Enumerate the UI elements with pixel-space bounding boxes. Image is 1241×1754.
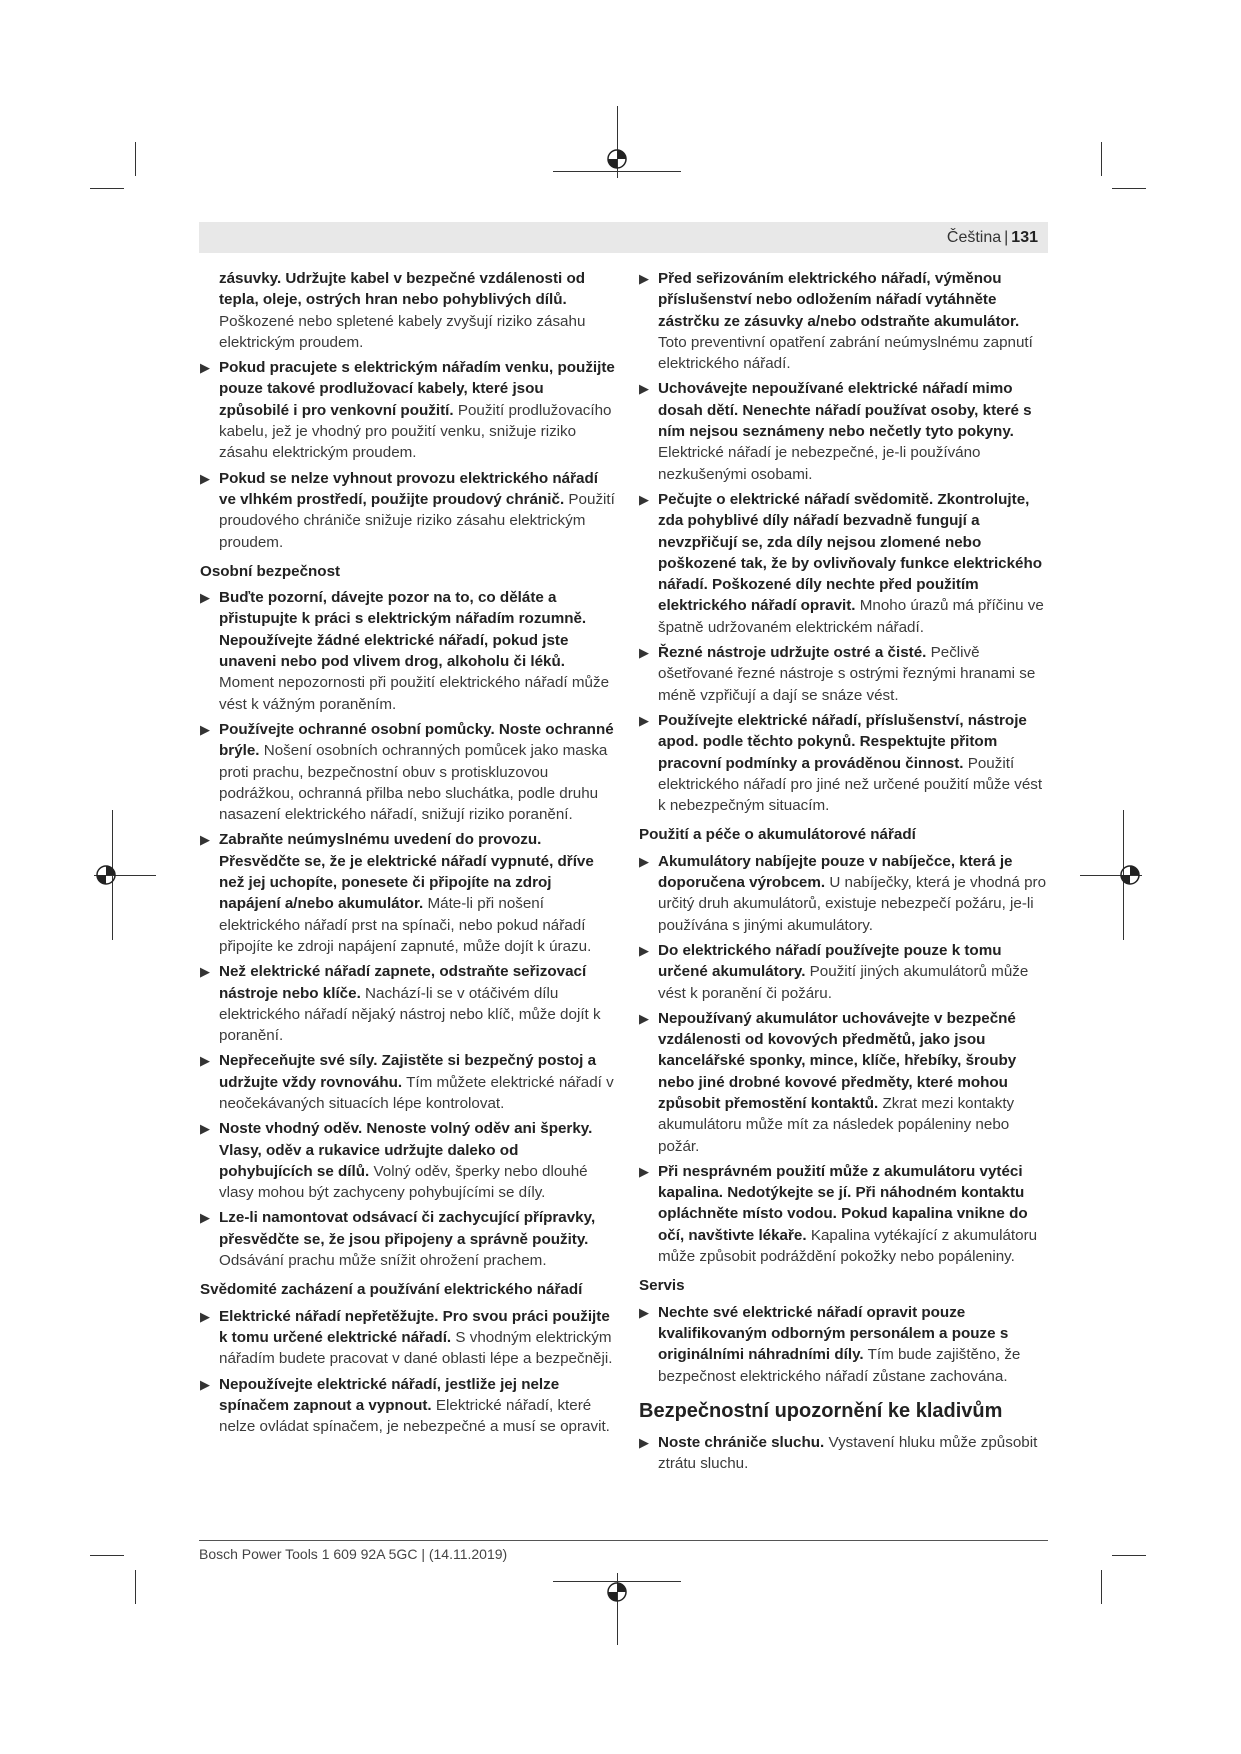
registration-line [553,171,681,172]
footer-divider [199,1540,1048,1541]
bullet-arrow-icon: ▶ [639,853,649,869]
crop-mark [1101,142,1102,176]
bullet-arrow-icon: ▶ [639,1435,649,1451]
registration-target-icon [94,863,118,887]
registration-target-icon [605,147,629,171]
registration-target-icon [1118,863,1142,887]
bullet-arrow-icon: ▶ [639,942,649,958]
list-item: ▶ Noste vhodný oděv. Nenoste volný oděv ani šperky. Vlasy, oděv a rukavice udržujte daleko od pohybujících se dílů. Volný oděv, šperky nebo dlouhé vlasy mohou být zachyceny pohybujícími se díly. [200,1120,593,1202]
crop-mark [1112,188,1146,189]
bullet-arrow-icon: ▶ [639,1304,649,1320]
list-item: ▶ Nepřeceňujte své síly. Zajistěte si bezpečný postoj a udržujte vždy rovnováhu. Tím můžete elektrické nářadí v neočekávaných situacích lépe kontrolovat. [200,1052,614,1112]
bullet-arrow-icon: ▶ [200,1308,210,1324]
bullet-arrow-icon: ▶ [200,964,210,980]
list-item: ▶ Než elektrické nářadí zapnete, odstraňte seřizovací nástroje nebo klíče. Nachází-li se v otáčivém dílu elektrického nářadí nějaký nástroj nebo klíč, může dojít k poranění. [200,963,601,1045]
header-separator: | [1004,229,1009,246]
list-item: ▶ Nepoužívaný akumulátor uchovávejte v bezpečné vzdálenosti od kovových předmětů, jako jsou kancelářské sponky, mince, klíče, hřebíky, šrouby nebo jiné drobné kovové předměty, které mohou způsobit přemostění kontaktů. Zkrat mezi kontakty akumulátoru může mít za následek popáleniny nebo požár. [639,1009,1017,1155]
header-language: Čeština [946,229,1002,246]
heading-careful-use: Svědomité zacházení a používání elektrického nářadí [200,1281,583,1299]
left-column [200,268,615,1441]
crop-mark [135,142,136,176]
footer-text: Bosch Power Tools 1 609 92A 5GC | (14.11.2019) [199,1546,508,1562]
bullet-arrow-icon: ▶ [639,491,649,507]
bullet-arrow-icon: ▶ [200,832,210,848]
crop-mark [1101,1570,1102,1604]
section-title-hammers: Bezpečnostní upozornění ke kladivům [639,1399,1003,1422]
bullet-arrow-icon: ▶ [639,712,649,728]
list-item: ▶ Pečujte o elektrické nářadí svědomitě. Zkontrolujte, zda pohyblivé díly nářadí bezvadně fungují a nevzpřičují se, zda díly nejsou zlomené nebo poškozené tak, že by ovlivňovaly funkce elektrického nářadí. Poškozené díly nechte před použitím elektrického nářadí opravit. Mnoho úrazů má příčinu ve špatně udržovaném elektrickém nářadí. [639,490,1044,636]
bullet-arrow-icon: ▶ [200,470,210,486]
registration-target-icon [605,1580,629,1604]
crop-mark [135,1570,136,1604]
list-item: ▶ Při nesprávném použití může z akumulátoru vytéci kapalina. Nedotýkejte se jí. Při náhodném kontaktu opláchněte místo vodou. Pokud kapalina vnikne do očí, navštivte lékaře. Kapalina vytékající z akumulátoru může způsobit podráždění pokožky nebo popáleniny. [639,1162,1038,1266]
list-item: ▶ Elektrické nářadí nepřetěžujte. Pro svou práci použijte k tomu určené elektrické nářadí. S vhodným elektrickým nářadím budete pracovat v dané oblasti lépe a bezpečněji. [200,1307,613,1368]
list-item: ▶ Uchovávejte nepoužívané elektrické nářadí mimo dosah dětí. Nenechte nářadí používat osoby, které s ním nejsou seznámeny nebo nečetly tyto pokyny. Elektrické nářadí je nebezpečné, je-li používáno nezkušenými osobami. [639,380,1032,483]
bullet-arrow-icon: ▶ [200,1053,210,1069]
heading-battery-tools: Použití a péče o akumulátorové nářadí [639,826,916,844]
list-item: ▶ Pokud pracujete s elektrickým nářadím venku, použijte pouze takové prodlužovací kabely, které jsou způsobilé i pro venkovní použití. Použití prodlužovacího kabelu, jež je vhodný pro použití venku, snižuje riziko zásahu elektrickým proudem. [200,359,615,462]
list-item: ▶ Akumulátory nabíjejte pouze v nabíječce, která je doporučena výrobcem. U nabíječky, která je vhodná pro určitý druh akumulátorů, existuje nebezpečí požáru, je-li používána s jinými akumulátory. [639,852,1047,934]
page-number: 131 [1011,229,1038,246]
list-item: ▶ Používejte elektrické nářadí, příslušenství, nástroje apod. podle těchto pokynů. Respektujte přitom pracovní podmínky a prováděnou činnost. Použití elektrického nářadí pro jiné než určené použití může vést k nebezpečným situacím. [639,711,1043,815]
bullet-arrow-icon: ▶ [200,360,210,376]
list-item: ▶ Nechte své elektrické nářadí opravit pouze kvalifikovaným odborným personálem a pouze s originálními náhradními díly. Tím bude zajištěno, že bezpečnost elektrického nářadí zůstane zachována. [639,1303,1021,1385]
list-item: ▶ Pokud se nelze vyhnout provozu elektrického nářadí ve vlhkém prostředí, použijte proudový chránič. Použití proudového chrániče snižuje riziko zásahu elektrickým proudem. [200,469,615,551]
right-column [639,268,1048,1479]
bullet-arrow-icon: ▶ [639,1010,649,1026]
heading-personal-safety: Osobní bezpečnost [200,562,341,580]
list-item: ▶ Do elektrického nářadí používejte pouze k tomu určené akumulátory. Použití jiných akumulátorů může vést k poranění či požáru. [639,941,1029,1002]
bullet-arrow-icon: ▶ [200,721,210,737]
list-item: ▶ Noste chrániče sluchu. Vystavení hluku může způsobit ztrátu sluchu. [639,1434,1038,1473]
list-item: ▶ Zabraňte neúmyslnému uvedení do provozu. Přesvědčte se, že je elektrické nářadí vypnuté, dříve než jej uchopíte, ponesete či připojíte na zdroj napájení a/nebo akumulátor. Máte-li při nošení elektrického nářadí prst na spínači, nebo pokud nářadí připojíte ke zdroji napájení zapnuté, může dojít k úrazu. [200,831,594,955]
bullet-arrow-icon: ▶ [200,590,210,606]
bullet-arrow-icon: ▶ [200,1376,210,1392]
list-item: ▶ Používejte ochranné osobní pomůcky. Noste ochranné brýle. Nošení osobních ochranných pomůcek jako maska proti prachu, bezpečnostní obuv s protiskluzovou podrážkou, ochranná přilba nebo sluchátka, podle druhu nasazení elektrického nářadí, snižují riziko poranění. [200,720,614,824]
crop-mark [90,188,124,189]
list-item: ▶ Nepoužívejte elektrické nářadí, jestliže jej nelze spínačem zapnout a vypnout. Elektrické nářadí, které nelze ovládat spínačem, je nebezpečné a musí se opravit. [200,1375,610,1436]
header-label [947,229,1038,247]
bullet-arrow-icon: ▶ [639,381,649,397]
heading-service: Servis [639,1277,685,1295]
bullet-arrow-icon: ▶ [639,271,649,286]
list-item: ▶ Buďte pozorní, dávejte pozor na to, co děláte a přistupujte k práci s elektrickým nářadím rozumně. Nepoužívejte žádné elektrické nářadí, pokud jste unaveni nebo pod vlivem drog, alkoholu či léků. Moment nepozornosti při použití elektrického nářadí může vést k vážným poraněním. [200,589,610,713]
bullet-arrow-icon: ▶ [200,1121,210,1137]
page-header [199,222,1048,253]
bullet-arrow-icon: ▶ [639,1163,649,1179]
crop-mark [90,1555,124,1556]
list-item: ▶ Řezné nástroje udržujte ostré a čisté. Pečlivě ošetřované řezné nástroje s ostrými řeznými hranami se méně vzpřičují a dají se snáze vést. [639,644,1036,704]
list-item: ▶ Lze-li namontovat odsávací či zachycující přípravky, přesvědčte se, že jsou připojeny a správně použity. Odsávání prachu může snížit ohrožení prachem. [200,1209,596,1270]
list-item: ▶ Před seřizováním elektrického nářadí, výměnou příslušenství nebo odložením nářadí vytáhněte zástrčku ze zásuvky a/nebo odstraňte akumulátor. Toto preventivní opatření zabrání neúmyslnému zapnutí elektrického nářadí. [639,270,1033,373]
bullet-arrow-icon: ▶ [200,1210,210,1226]
continued-paragraph: zásuvky. Udržujte kabel v bezpečné vzdálenosti od tepla, oleje, ostrých hran nebo pohyblivých dílů. Poškozené nebo spletené kabely zvyšují riziko zásahu elektrickým proudem. [219,270,586,351]
bullet-arrow-icon: ▶ [639,645,649,661]
crop-mark [1112,1555,1146,1556]
